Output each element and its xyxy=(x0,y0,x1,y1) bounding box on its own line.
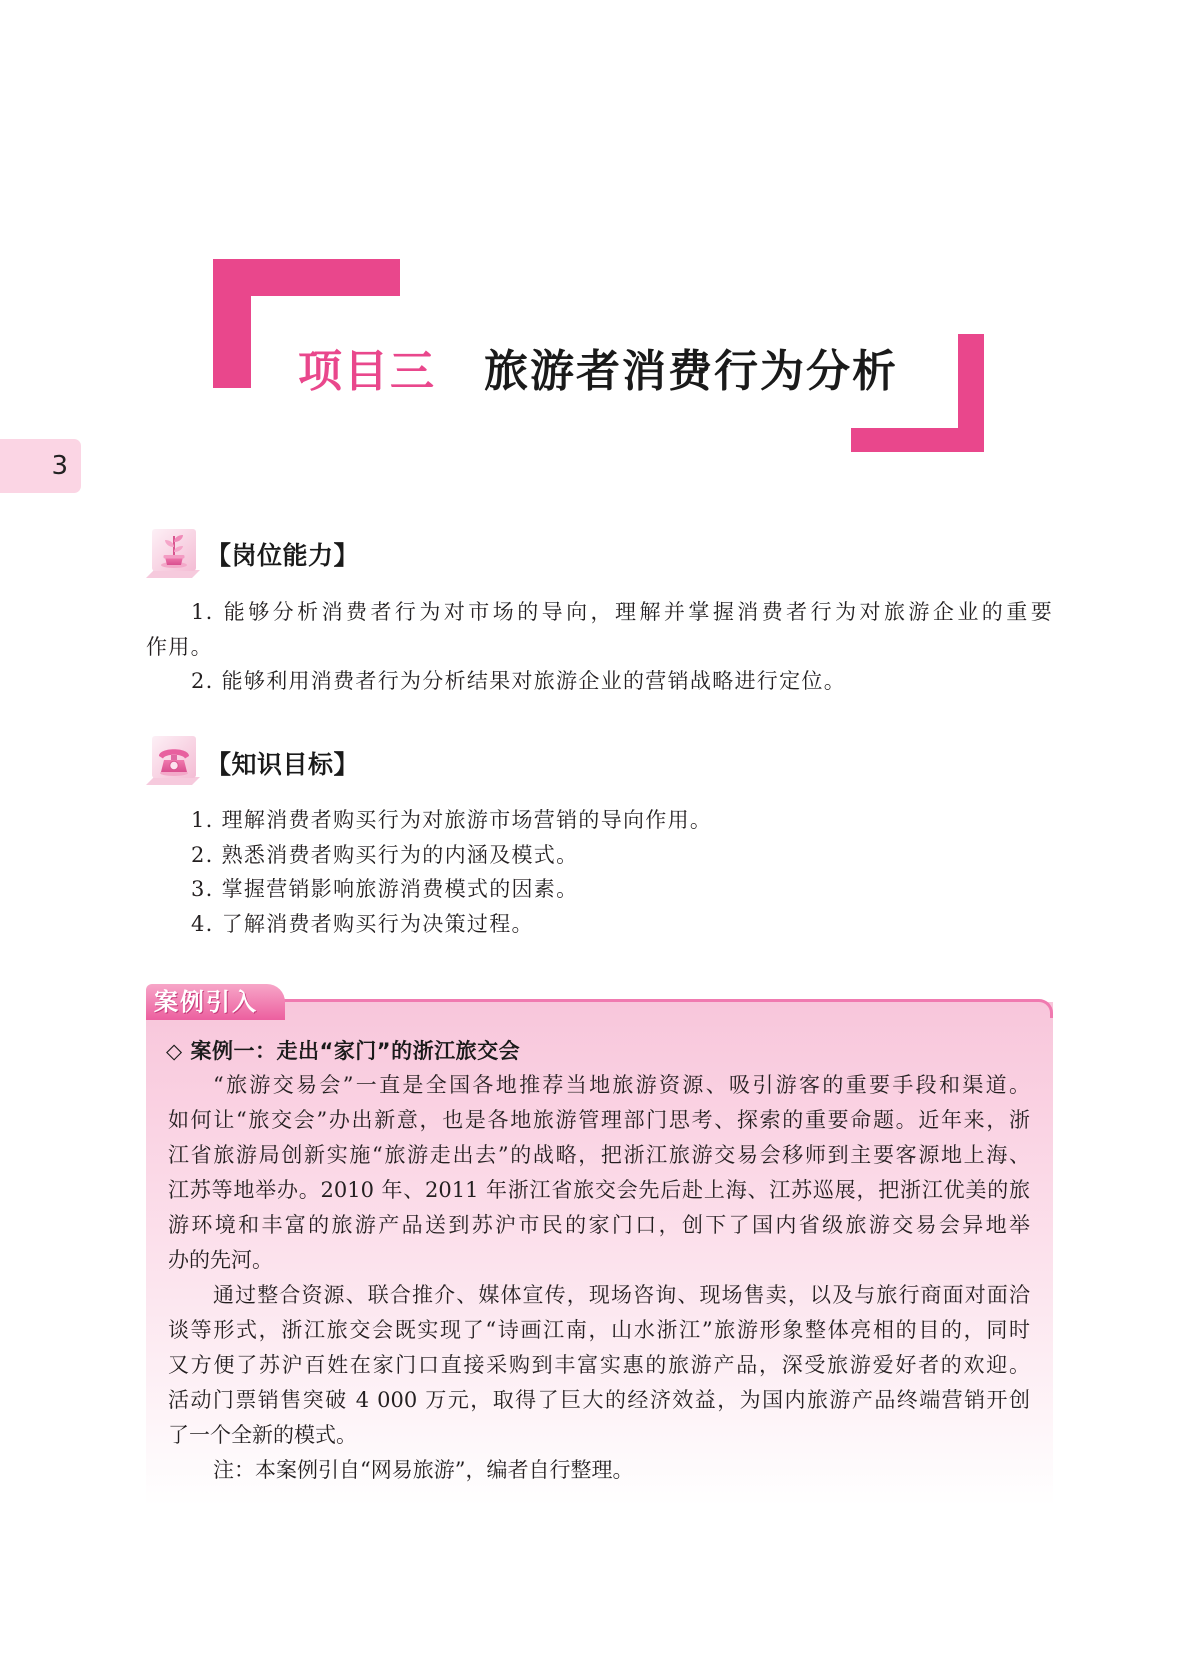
sprout-icon xyxy=(144,527,202,583)
telephone-icon xyxy=(144,734,202,790)
list-item-line: 1. 理解消费者购买行为对旅游市场营销的导向作用。 xyxy=(191,808,713,832)
section-heading-job-ability: 【岗位能力】 xyxy=(206,541,360,570)
list-item xyxy=(146,595,1053,664)
case-paragraph-line: 了一个全新的模式。 xyxy=(168,1422,357,1447)
list-item-line: 4. 了解消费者购买行为决策过程。 xyxy=(191,911,534,936)
case-paragraph-line: “旅游交易会”一直是全国各地推荐当地旅游资源、吸引游客的重要手段和渠道。 xyxy=(213,1072,1030,1097)
case-title: ◇ 案例一：走出“家门”的浙江旅交会 xyxy=(166,1039,521,1063)
list-item xyxy=(146,907,1053,942)
case-paragraph-line: 游环境和丰富的旅游产品送到苏沪市民的家门口，创下了国内省级旅游交易会异地举 xyxy=(168,1212,1030,1237)
job-ability-list xyxy=(146,595,1053,699)
case-banner xyxy=(146,984,285,1020)
case-paragraph-line: 办的先河。 xyxy=(168,1247,273,1272)
case-paragraph-line: 谈等形式，浙江旅交会既实现了“诗画江南，山水浙江”旅游形象整体亮相的目的，同时 xyxy=(168,1317,1030,1342)
case-paragraph-line: 江苏等地举办。2010 年、2011 年浙江省旅交会先后赴上海、江苏巡展，把浙江优美的旅 xyxy=(168,1177,1030,1202)
case-paragraph-line: 活动门票销售突破 4 000 万元，取得了巨大的经济效益，为国内旅游产品终端营销开创 xyxy=(168,1387,1030,1412)
case-body xyxy=(168,1068,1030,1488)
chapter-tab xyxy=(0,439,81,493)
case-paragraph xyxy=(168,1278,1030,1453)
project-number: 项目三 xyxy=(298,346,436,397)
list-item-line: 3. 掌握营销影响旅游消费模式的因素。 xyxy=(191,877,579,901)
case-paragraph-line: 如何让“旅交会”办出新意，也是各地旅游管理部门思考、探索的重要命题。近年来，浙 xyxy=(168,1107,1030,1132)
case-paragraph-line: 江省旅游局创新实施“旅游走出去”的战略，把浙江旅游交易会移师到主要客源地上海、 xyxy=(168,1142,1030,1167)
title-frame-left-bar xyxy=(213,259,251,388)
list-item-line: 1. 能够分析消费者行为对市场的导向，理解并掌握消费者行为对旅游企业的重要 xyxy=(191,600,1053,624)
list-item xyxy=(146,664,1053,699)
list-item xyxy=(146,872,1053,907)
case-paragraph xyxy=(168,1068,1030,1278)
section-heading-knowledge-goals: 【知识目标】 xyxy=(206,750,360,779)
case-source-note: 注：本案例引自“网易旅游”，编者自行整理。 xyxy=(213,1457,634,1482)
list-item xyxy=(146,838,1053,873)
list-item-line: 作用。 xyxy=(146,634,213,659)
case-banner-label: 案例引入 xyxy=(154,988,258,1016)
knowledge-goals-list xyxy=(146,803,1053,941)
list-item-line: 2. 能够利用消费者行为分析结果对旅游企业的营销战略进行定位。 xyxy=(191,669,847,693)
list-item xyxy=(146,803,1053,838)
title-frame-bottom-right-bar xyxy=(851,428,984,452)
case-paragraph-line: 通过整合资源、联合推介、媒体宣传，现场咨询、现场售卖，以及与旅行商面对面洽 xyxy=(213,1282,1030,1307)
case-paragraph-line: 又方便了苏沪百姓在家门口直接采购到丰富实惠的旅游产品，深受旅游爱好者的欢迎。 xyxy=(168,1352,1030,1377)
list-item-line: 2. 熟悉消费者购买行为的内涵及模式。 xyxy=(191,842,579,867)
page-title: 旅游者消费行为分析 xyxy=(484,346,898,397)
chapter-number: 3 xyxy=(51,451,68,481)
